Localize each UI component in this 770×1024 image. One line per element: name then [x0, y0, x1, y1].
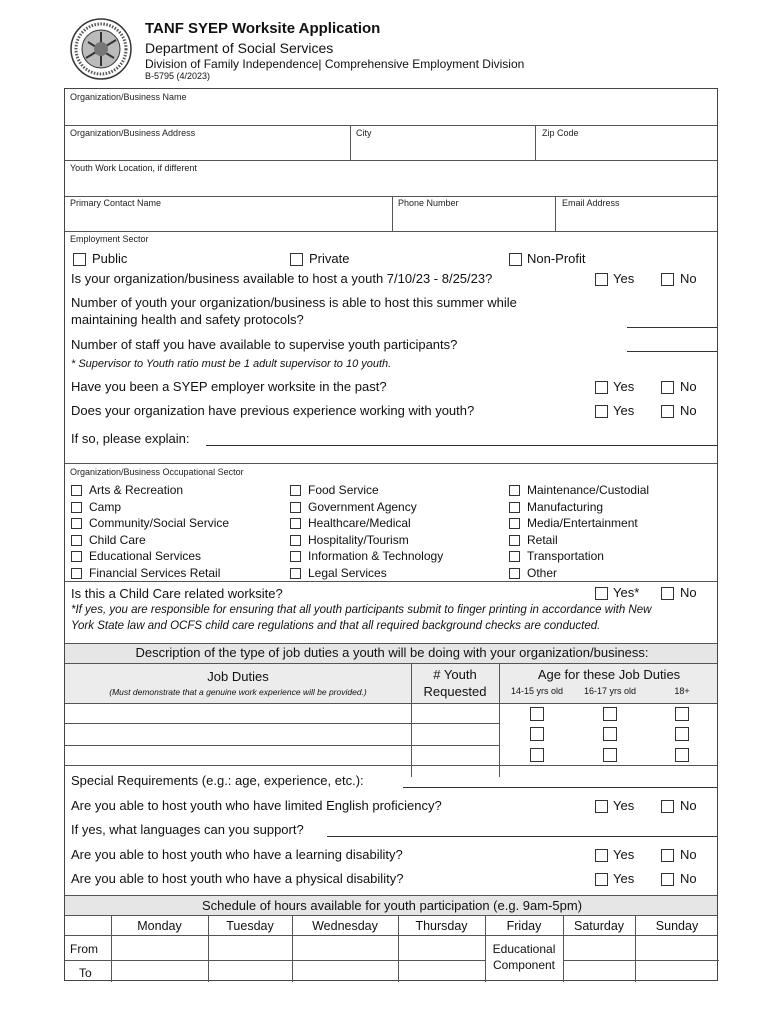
public-label: Public [92, 251, 128, 266]
youth-count-field[interactable] [627, 327, 717, 328]
schedule-day-header: Friday [506, 919, 542, 933]
occupational-checkbox[interactable] [290, 551, 301, 562]
host-yes-label: Yes [613, 271, 635, 286]
host-no-checkbox[interactable] [661, 273, 674, 286]
org-address-label: Organization/Business Address [70, 128, 196, 138]
age-column-header: 18+ [674, 686, 690, 696]
age-column-header: 16-17 yrs old [583, 686, 637, 696]
english-no-checkbox[interactable] [661, 800, 674, 813]
occupational-checkbox[interactable] [509, 568, 520, 579]
english-question: Are you able to host youth who have limited English proficiency? [71, 798, 442, 813]
contact-name-label: Primary Contact Name [70, 198, 162, 208]
occupational-checkbox[interactable] [509, 535, 520, 546]
schedule-divider [208, 915, 209, 982]
physical-yes-label: Yes [613, 871, 635, 886]
public-checkbox[interactable] [73, 253, 86, 266]
experience-question: Does your organization have previous experience working with youth? [71, 403, 475, 418]
host-no-label: No [680, 271, 697, 286]
age-checkbox[interactable] [675, 748, 689, 762]
learning-disability-question: Are you able to host youth who have a learning disability? [71, 847, 403, 862]
occupational-checkbox[interactable] [290, 518, 301, 529]
to-label: To [79, 966, 92, 980]
physical-no-label: No [680, 871, 697, 886]
contact-name-field[interactable] [65, 197, 391, 231]
explain-field[interactable] [206, 445, 717, 446]
schedule-to-field[interactable] [292, 961, 398, 981]
languages-label: If yes, what languages can you support? [71, 822, 304, 837]
phone-field[interactable] [393, 197, 554, 231]
occupational-checkbox[interactable] [509, 485, 520, 496]
explain-label: If so, please explain: [71, 431, 190, 446]
childcare-yes-checkbox[interactable] [595, 587, 608, 600]
email-field[interactable] [556, 197, 717, 231]
english-yes-label: Yes [613, 798, 635, 813]
learning-yes-label: Yes [613, 847, 635, 862]
schedule-divider [111, 915, 112, 982]
occupational-checkbox[interactable] [509, 502, 520, 513]
age-checkbox[interactable] [530, 707, 544, 721]
childcare-no-label: No [680, 585, 697, 600]
occupational-option: Government Agency [308, 499, 417, 514]
age-checkbox[interactable] [675, 727, 689, 741]
schedule-from-field[interactable] [635, 936, 719, 960]
staff-question: Number of staff you have available to supervise youth participants? [71, 337, 458, 352]
org-name-field[interactable] [65, 89, 717, 125]
occupational-checkbox[interactable] [71, 485, 82, 496]
phone-label: Phone Number [398, 198, 459, 208]
past-no-checkbox[interactable] [661, 381, 674, 394]
schedule-to-field[interactable] [111, 961, 208, 981]
age-checkbox[interactable] [530, 748, 544, 762]
experience-no-checkbox[interactable] [661, 405, 674, 418]
childcare-question: Is this a Child Care related worksite? [71, 586, 283, 601]
educational-component-line1: Educational [492, 942, 556, 956]
staff-count-field[interactable] [627, 351, 717, 352]
duties-banner-text: Description of the type of job duties a youth will be doing with your organization/business: [135, 645, 649, 660]
english-yes-checkbox[interactable] [595, 800, 608, 813]
schedule-to-field[interactable] [635, 961, 719, 981]
childcare-yes-label: Yes* [613, 585, 640, 600]
special-requirements-label: Special Requirements (e.g.: age, experience, etc.): [71, 773, 364, 788]
schedule-divider [635, 915, 636, 982]
age-checkbox[interactable] [530, 727, 544, 741]
occupational-checkbox[interactable] [71, 502, 82, 513]
schedule-day-header: Sunday [655, 919, 699, 933]
job-duties-header: Job Duties [207, 669, 269, 684]
job-duty-field[interactable] [65, 703, 411, 723]
private-label: Private [309, 251, 350, 266]
nonprofit-label: Non-Profit [527, 251, 586, 266]
youth-requested-field[interactable] [412, 723, 499, 745]
occupational-option: Maintenance/Custodial [527, 483, 650, 497]
english-no-label: No [680, 798, 697, 813]
age-header: Age for these Job Duties [537, 667, 681, 682]
childcare-note-line1: *If yes, you are responsible for ensuring that all youth participants submit to finger printing in accordance with New [71, 604, 652, 616]
occupational-option: Information & Technology [308, 549, 444, 564]
occupational-option: Arts & Recreation [89, 483, 184, 497]
job-duty-field[interactable] [65, 745, 411, 765]
occupational-option: Transportation [527, 549, 604, 564]
physical-disability-question: Are you able to host youth who have a physical disability? [71, 871, 404, 886]
youth-location-field[interactable] [65, 161, 717, 196]
occupational-option: Media/Entertainment [527, 516, 638, 531]
childcare-no-checkbox[interactable] [661, 587, 674, 600]
physical-yes-checkbox[interactable] [595, 873, 608, 886]
occupational-checkbox[interactable] [290, 502, 301, 513]
email-label: Email Address [562, 198, 620, 208]
childcare-note-line2: York State law and OCFS child care regulations and that all required background checks are conducted. [71, 620, 601, 632]
from-label: From [70, 942, 98, 956]
youth-requested-header-line1: # Youth [433, 667, 477, 682]
age-checkbox[interactable] [603, 748, 617, 762]
occupational-checkbox[interactable] [71, 551, 82, 562]
host-question: Is your organization/business available to host a youth 7/10/23 - 8/25/23? [71, 271, 493, 286]
occupational-option: Other [527, 566, 558, 580]
occupational-option: Camp [89, 499, 122, 514]
youth-count-question-line1: Number of youth your organization/business is able to host this summer while [71, 295, 517, 310]
schedule-from-field[interactable] [208, 936, 292, 960]
schedule-day-header: Saturday [573, 919, 625, 933]
occupational-checkbox[interactable] [509, 518, 520, 529]
occupational-checkbox[interactable] [290, 568, 301, 579]
youth-count-question-line2: maintaining health and safety protocols? [71, 312, 304, 327]
schedule-day-header: Tuesday [226, 919, 274, 933]
youth-requested-field[interactable] [412, 703, 499, 723]
past-worksite-question: Have you been a SYEP employer worksite in the past? [71, 379, 387, 394]
languages-field[interactable] [327, 836, 717, 837]
occupational-option: Community/Social Service [89, 516, 230, 531]
form-id: B-5795 (4/2023) [145, 71, 211, 81]
occupational-option: Educational Services [89, 549, 202, 564]
occupational-checkbox[interactable] [71, 518, 82, 529]
occupational-checkbox[interactable] [290, 485, 301, 496]
schedule-divider [292, 915, 293, 982]
youth-requested-header-line2: Requested [423, 684, 487, 699]
job-duties-note: (Must demonstrate that a genuine work experience will be provided.) [109, 687, 367, 697]
zip-label: Zip Code [542, 128, 579, 138]
occupational-option: Manufacturing [527, 499, 604, 514]
occupational-sector-label: Organization/Business Occupational Sector [70, 467, 244, 477]
occupational-option: Food Service [308, 483, 379, 497]
special-requirements-field[interactable] [403, 787, 717, 788]
schedule-from-field[interactable] [292, 936, 398, 960]
org-address-field[interactable] [65, 126, 349, 161]
nonprofit-checkbox[interactable] [509, 253, 522, 266]
form-title: TANF SYEP Worksite Application [145, 20, 381, 37]
learning-yes-checkbox[interactable] [595, 849, 608, 862]
application-form [64, 88, 718, 981]
job-duty-field[interactable] [65, 723, 411, 745]
host-yes-checkbox[interactable] [595, 273, 608, 286]
city-field[interactable] [351, 126, 534, 161]
youth-location-label: Youth Work Location, if different [70, 163, 197, 173]
employment-sector-label: Employment Sector [70, 234, 149, 244]
experience-yes-label: Yes [613, 403, 635, 418]
schedule-to-field[interactable] [563, 961, 635, 981]
org-name-label: Organization/Business Name [70, 92, 187, 102]
occupational-option: Financial Services Retail [89, 566, 221, 580]
schedule-day-header: Monday [137, 919, 182, 933]
physical-no-checkbox[interactable] [661, 873, 674, 886]
occupational-option: Child Care [89, 532, 146, 547]
schedule-day-header: Wednesday [312, 919, 378, 933]
youth-requested-field[interactable] [412, 745, 499, 765]
department-name: Department of Social Services [145, 40, 334, 56]
schedule-to-field[interactable] [208, 961, 292, 981]
age-checkbox[interactable] [675, 707, 689, 721]
past-yes-checkbox[interactable] [595, 381, 608, 394]
occupational-checkbox[interactable] [509, 551, 520, 562]
learning-no-checkbox[interactable] [661, 849, 674, 862]
zip-field[interactable] [536, 126, 717, 161]
occupational-option: Retail [527, 532, 558, 547]
city-label: City [356, 128, 372, 138]
schedule-day-header: Thursday [415, 919, 468, 933]
schedule-divider [398, 915, 399, 982]
occupational-option: Hospitality/Tourism [308, 532, 409, 547]
experience-yes-checkbox[interactable] [595, 405, 608, 418]
division-name: Division of Family Independence| Comprehensive Employment Division [145, 57, 525, 71]
occupational-checkbox[interactable] [71, 535, 82, 546]
experience-no-label: No [680, 403, 697, 418]
schedule-from-field[interactable] [563, 936, 635, 960]
learning-no-label: No [680, 847, 697, 862]
schedule-divider [563, 915, 564, 982]
occupational-checkbox[interactable] [290, 535, 301, 546]
state-seal-icon [70, 18, 132, 80]
schedule-from-field[interactable] [111, 936, 208, 960]
past-no-label: No [680, 379, 697, 394]
staff-ratio-note: * Supervisor to Youth ratio must be 1 adult supervisor to 10 youth. [71, 358, 392, 370]
age-checkbox[interactable] [603, 727, 617, 741]
educational-component-line2: Component [492, 958, 556, 972]
schedule-to-field[interactable] [398, 961, 485, 981]
private-checkbox[interactable] [290, 253, 303, 266]
occupational-option: Healthcare/Medical [308, 516, 411, 531]
occupational-checkbox[interactable] [71, 568, 82, 579]
past-yes-label: Yes [613, 379, 635, 394]
schedule-from-field[interactable] [398, 936, 485, 960]
schedule-banner-text: Schedule of hours available for youth participation (e.g. 9am-5pm) [201, 898, 583, 913]
age-checkbox[interactable] [603, 707, 617, 721]
age-column-header: 14-15 yrs old [510, 686, 564, 696]
occupational-option: Legal Services [308, 566, 387, 580]
